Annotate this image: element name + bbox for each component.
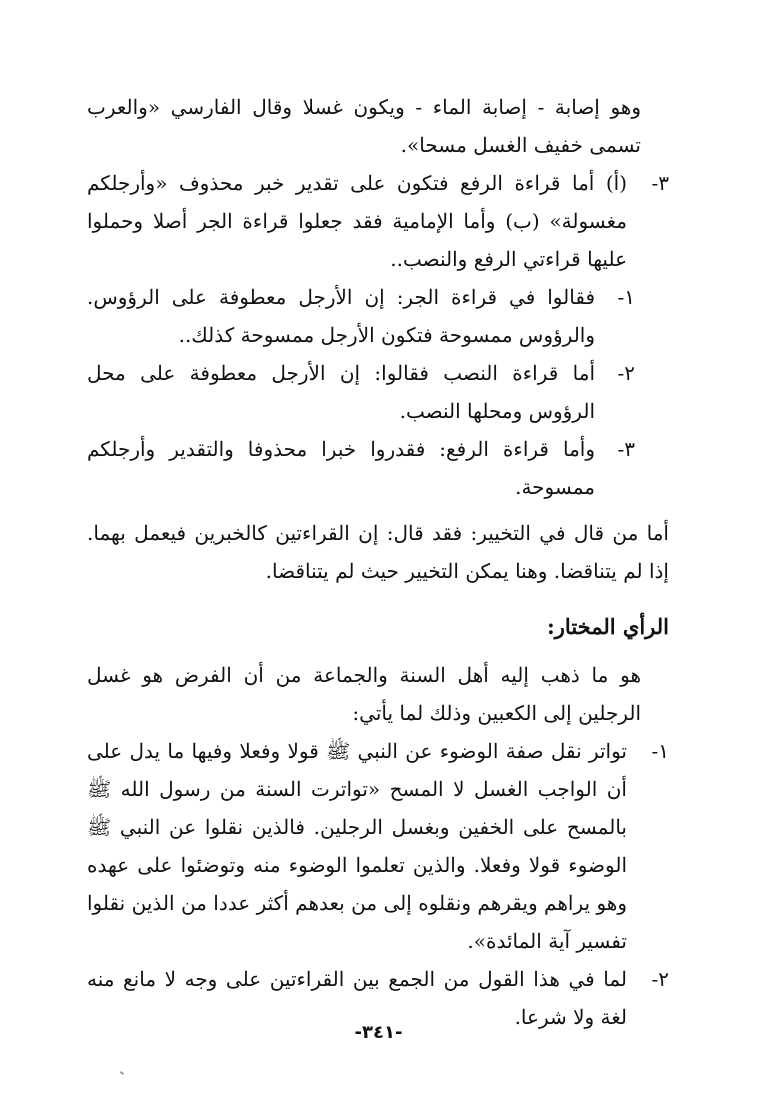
subitem-text: وأما قراءة الرفع: فقدروا خبرا محذوفا والتقدير وأرجلكم ممسوحة. [87,437,595,499]
reason-1 [87,732,669,960]
takhyir-paragraph: أما من قال في التخيير: فقد قال: إن القراءتين كالخبرين فيعمل بهما. إذا لم يتناقضا. وهنا يمكن التخيير حيث لم يتناقضا. [87,521,669,583]
subitem-number: ٢- [617,361,635,385]
subitem-number: ٣- [617,437,635,461]
reason-number: ٢- [651,967,669,991]
point-3-number: ٣- [651,171,669,195]
subitem-text: أما قراءة النصب فقالوا: إن الأرجل معطوفة على محل الرؤوس ومحلها النصب. [87,361,595,423]
point-3 [87,164,669,278]
chosen-opinion-paragraph: هو ما ذهب إليه أهل السنة والجماعة من أن الفرض هو غسل الرجلين إلى الكعبين وذلك لما يأتي: [87,663,641,725]
scan-speck [120,1071,124,1075]
reason-text: تواتر نقل صفة الوضوء عن النبي ﷺ قولا وفعلا وفيها ما يدل على أن الواجب الغسل لا المسح «تواترت السنة من رسول الله ﷺ بالمسح على الخفين وبغسل الرجلين. فالذين نقلوا عن النبي ﷺ الوضوء قولا وفعلا. والذين تعلموا الوضوء منه وتوضئوا على عهده وهو يراهم ويقرهم ونقلوه إلى من بعدهم أكثر عددا من الذين نقلوا تفسير آية المائدة». [87,739,627,953]
point-3-subitem-1 [87,278,669,354]
point-3-subitem-2 [87,354,669,430]
point-3-subitem-3 [87,430,669,506]
reason-text: لما في هذا القول من الجمع بين القراءتين على وجه لا مانع منه لغة ولا شرعا. [87,967,627,1029]
point-3-text: (أ) أما قراءة الرفع فتكون على تقدير خبر محذوف «وأرجلكم مغسولة» (ب) وأما الإمامية فقد جعلوا قراءة الجر أصلا وحملوا عليها قراءتي الرفع والنصب.. [87,171,627,271]
subitem-number: ١- [617,285,635,309]
page-body [87,88,669,1036]
page-number: -٣٤١- [354,1022,403,1043]
subitem-text: فقالوا في قراءة الجر: إن الأرجل معطوفة على الرؤوس. والرؤوس ممسوحة فتكون الأرجل ممسوحة كذلك.. [87,285,595,347]
section-heading: الرأي المختار: [547,614,669,639]
reason-number: ١- [651,739,669,763]
intro-paragraph: وهو إصابة - إصابة الماء - ويكون غسلا وقال الفارسي «والعرب تسمى خفيف الغسل مسحا». [87,95,641,157]
